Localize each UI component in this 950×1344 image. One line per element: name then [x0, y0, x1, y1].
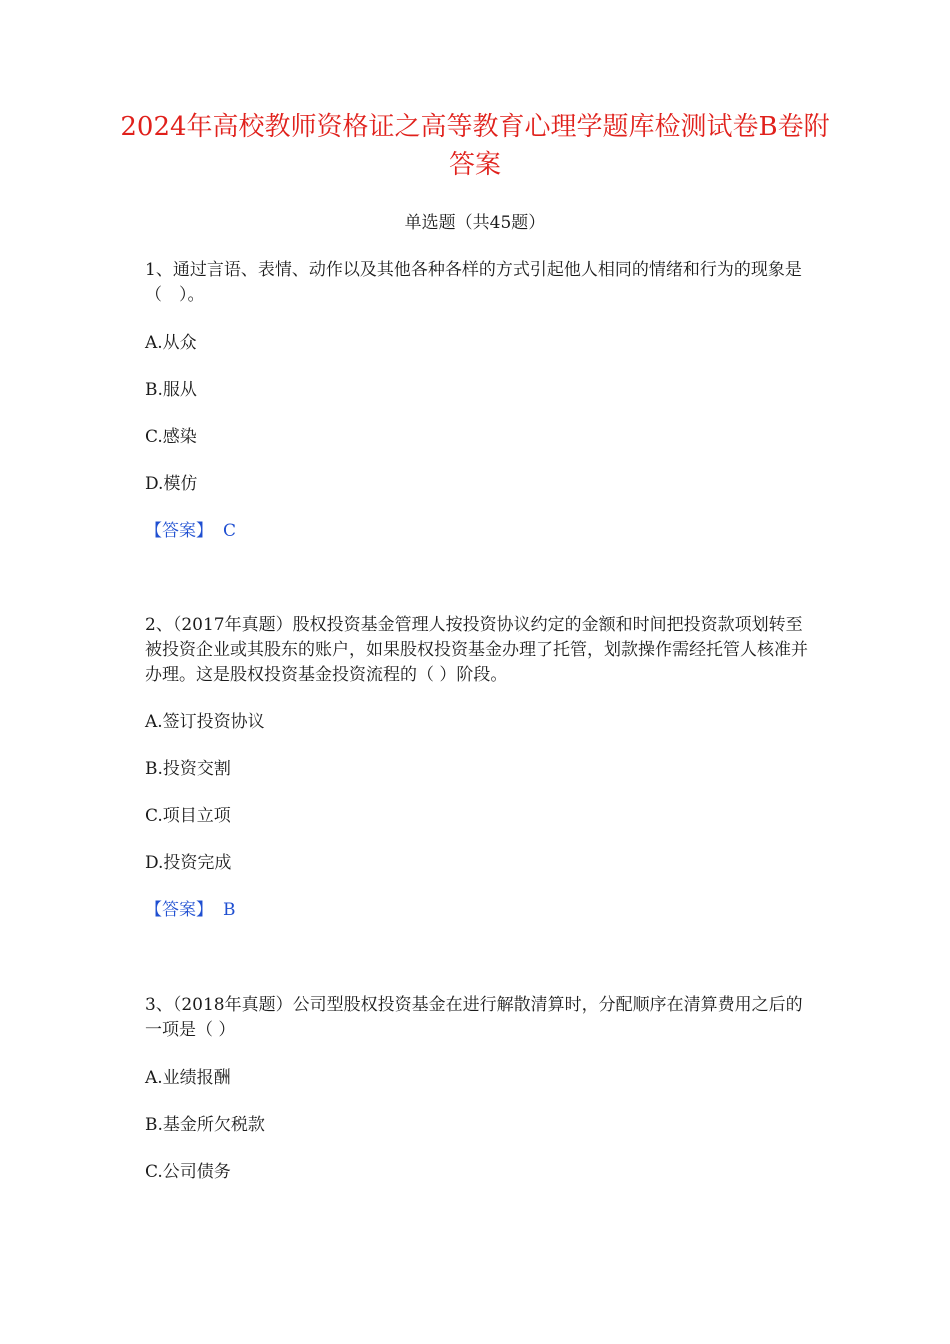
question-2-text: 2、（2017年真题）股权投资基金管理人按投资协议约定的金额和时间把投资款项划转至被投资企业或其股东的账户，如果股权投资基金办理了托管，划款操作需经托管人核准并办理。这是股权投资基金投资流程的（ ）阶段。 — [145, 615, 808, 685]
answer-value: C — [223, 521, 237, 541]
question-1-option-c: C.感染 — [145, 427, 197, 447]
question-1-option-a: A.从众 — [145, 333, 197, 353]
section-heading: 单选题（共45题） — [404, 213, 546, 233]
answer-label: 【答案】 — [145, 900, 213, 920]
answer-label: 【答案】 — [145, 521, 213, 541]
question-3-option-c: C.公司债务 — [145, 1162, 231, 1182]
question-3-text: 3、（2018年真题）公司型股权投资基金在进行解散清算时，分配顺序在清算费用之后的一项是（ ） — [145, 995, 803, 1040]
question-2-option-b: B.投资交割 — [145, 759, 231, 779]
question-1-answer — [145, 519, 236, 543]
question-2-answer — [145, 898, 236, 922]
answer-value: B — [223, 900, 236, 920]
page-title: 2024年高校教师资格证之高等教育心理学题库检测试卷B卷附答案 — [120, 112, 830, 180]
question-1-option-b: B.服从 — [145, 380, 197, 400]
question-2-option-d: D.投资完成 — [145, 853, 232, 873]
question-1-option-d: D.模仿 — [145, 474, 198, 494]
question-1-text: 1、通过言语、表情、动作以及其他各种各样的方式引起他人相同的情绪和行为的现象是（ ）。 — [145, 260, 802, 305]
question-2-option-a: A.签订投资协议 — [145, 712, 265, 732]
question-3-option-b: B.基金所欠税款 — [145, 1115, 265, 1135]
question-2-option-c: C.项目立项 — [145, 806, 231, 826]
question-3-option-a: A.业绩报酬 — [145, 1068, 231, 1088]
